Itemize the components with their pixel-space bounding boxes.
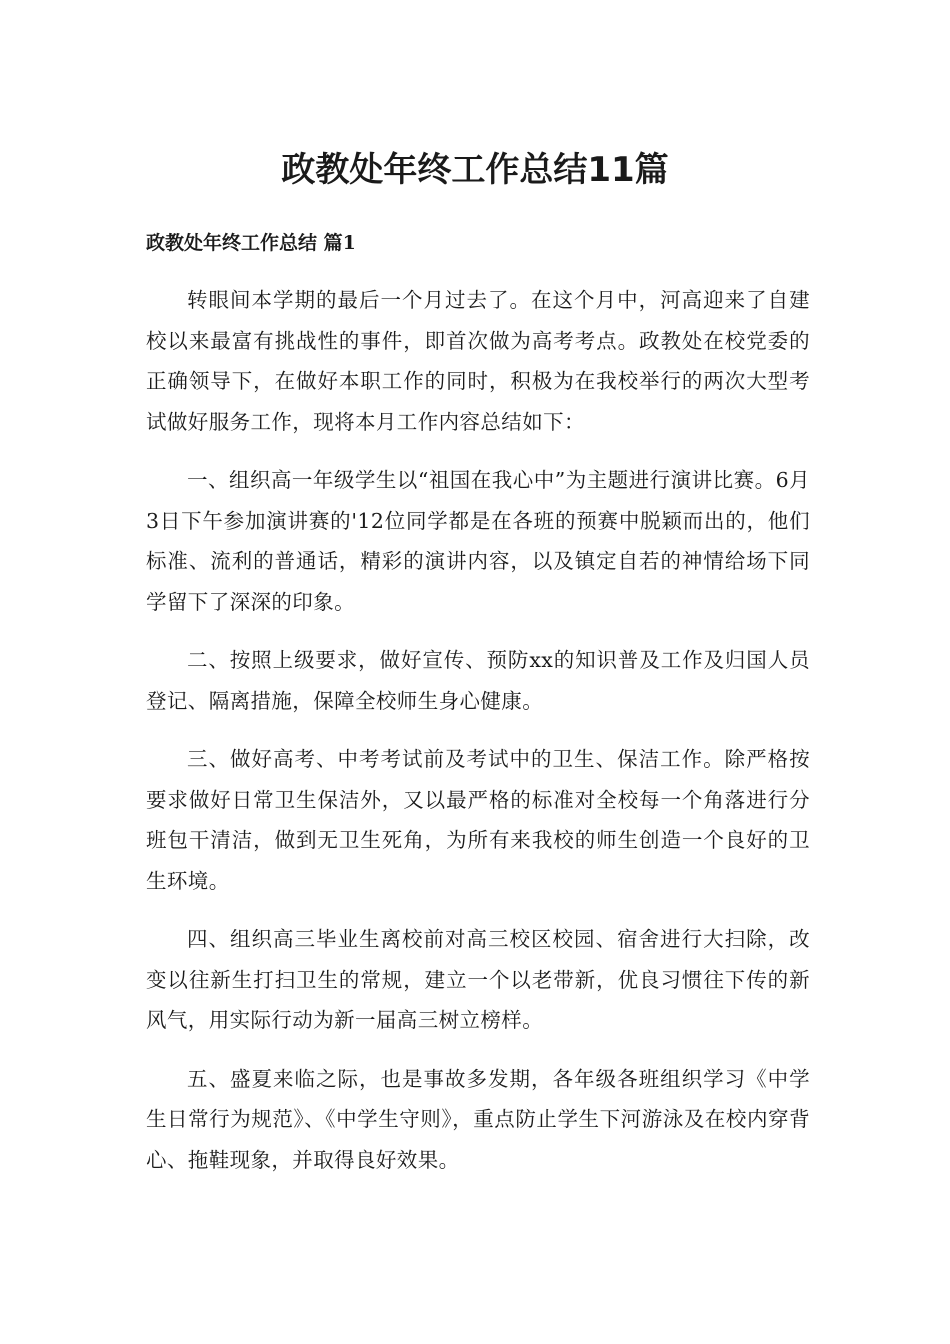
paragraph-intro: 转眼间本学期的最后一个月过去了。在这个月中，河高迎来了自建校以来最富有挑战性的事件，即首次做为高考考点。政教处在校党委的正确领导下，在做好本职工作的同时，积极为在我校举行的两次大型考试做好服务工作，现将本月工作内容总结如下：: [146, 288, 810, 434]
paragraph-item-3: 三、做好高考、中考考试前及考试中的卫生、保洁工作。除严格按要求做好日常卫生保洁外，又以最严格的标准对全校每一个角落进行分班包干清洁，做到无卫生死角，为所有来我校的师生创造一个良好的卫生环境。: [146, 747, 810, 893]
paragraph-item-1: 一、组织高一年级学生以“祖国在我心中”为主题进行演讲比赛。6月3日下午参加演讲赛的'12位同学都是在各班的预赛中脱颖而出的，他们标准、流利的普通话，精彩的演讲内容，以及镇定自若的神情给场下同学留下了深深的印象。: [146, 468, 810, 614]
paragraph-item-5: 五、盛夏来临之际，也是事故多发期，各年级各班组织学习《中学生日常行为规范》、《中学生守则》，重点防止学生下河游泳及在校内穿背心、拖鞋现象，并取得良好效果。: [146, 1066, 810, 1172]
section-heading: 政教处年终工作总结 篇1: [146, 232, 356, 254]
paragraph-item-2: 二、按照上级要求，做好宣传、预防xx的知识普及工作及归国人员登记、隔离措施，保障全校师生身心健康。: [146, 648, 810, 713]
document-title: 政教处年终工作总结11篇: [281, 150, 669, 190]
paragraph-item-4: 四、组织高三毕业生离校前对高三校区校园、宿舍进行大扫除，改变以往新生打扫卫生的常规，建立一个以老带新，优良习惯往下传的新风气，用实际行动为新一届高三树立榜样。: [146, 927, 810, 1032]
document-body: [146, 280, 810, 1198]
